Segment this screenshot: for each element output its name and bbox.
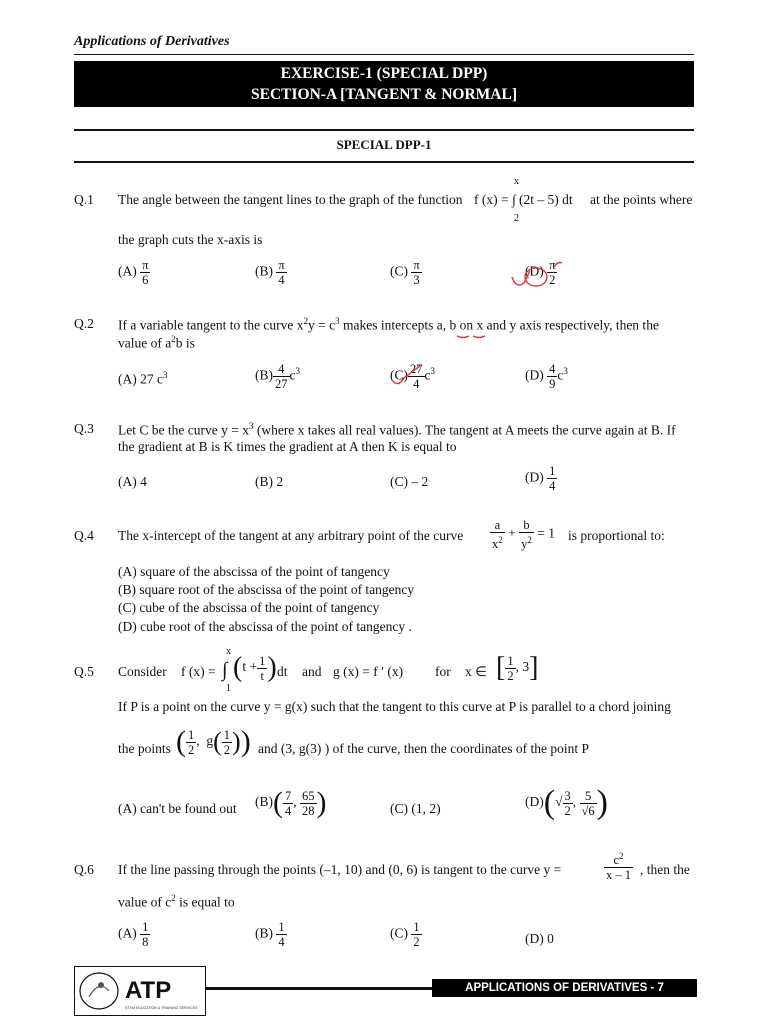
- option-c: (C) (1, 2): [390, 801, 441, 816]
- option-b: (B) $\frac{\pi}{4}$: [255, 258, 285, 287]
- option-d: (D) $\frac{\pi}{2}$: [525, 258, 556, 287]
- question-text: If a variable tangent to the curve $x^2y = c^3$ makes intercepts a, b on x and y axis respectively, then the: [118, 316, 659, 333]
- question-number: Q.1: [74, 192, 94, 207]
- dt-label: dt: [277, 664, 288, 679]
- option-a: (A) $\frac{\pi}{6}$: [118, 258, 149, 287]
- question-number: Q.3: [74, 421, 94, 436]
- option-b: (B) 2: [255, 474, 284, 489]
- consider-text: Consider: [118, 664, 167, 679]
- dpp-title: SPECIAL DPP-1: [336, 137, 432, 152]
- option-a: (A) 27 $c^3$: [118, 370, 168, 387]
- option-c: (C) $\frac{1}{2}$: [390, 920, 420, 949]
- option-d: (D) cube root of the abscissa of the point of tangency .: [118, 619, 412, 634]
- atp-logo: [74, 966, 206, 1016]
- question-number: Q.5: [74, 664, 94, 679]
- divider-top: [74, 129, 694, 131]
- question-text-line2: the gradient at B is K times the gradient at A then K is equal to: [118, 439, 457, 454]
- option-a: (A) square of the abscissa of the point of tangency: [118, 564, 390, 579]
- integral-sign: ∫: [222, 659, 228, 681]
- integral-upper: x: [226, 646, 231, 657]
- chapter-title: Applications of Derivatives: [74, 34, 230, 49]
- question-number: Q.4: [74, 528, 94, 543]
- exercise-banner: [74, 61, 694, 107]
- option-b: (B) $\frac{4}{27}$ $c^3$: [255, 362, 300, 391]
- question-text-line2: the graph cuts the x-axis is: [118, 232, 263, 247]
- and-text: and: [302, 664, 322, 679]
- option-c: (C) $\frac{27}{4}$ $c^3$: [390, 362, 435, 391]
- option-b: (B) $\frac{1}{4}$: [255, 920, 285, 949]
- header-rule: [74, 54, 694, 55]
- question-text: The angle between the tangent lines to the graph of the function: [118, 192, 463, 207]
- divider-bottom: [74, 161, 694, 163]
- point-expression: ( $\frac{1}{2}$ , g( $\frac{1}{2}$ )): [176, 725, 251, 758]
- option-c: (C) – 2: [390, 474, 429, 489]
- banner-line-1: EXERCISE-1 (SPECIAL DPP): [280, 65, 488, 82]
- gx-label: g (x) = f ′ (x): [333, 664, 404, 679]
- x-in: x ∈: [465, 664, 487, 679]
- option-d: (D) 0: [525, 931, 554, 946]
- interval: [ $\frac{1}{2}$ , 3]: [496, 652, 539, 683]
- banner-line-2: SECTION-A [TANGENT & NORMAL]: [251, 86, 517, 103]
- integral-upper: x: [514, 176, 519, 187]
- for-text: for: [435, 664, 451, 679]
- underline-mark: [455, 328, 495, 340]
- question-text: If the line passing through the points (–1, 10) and (0, 6) is tangent to the curve y =: [118, 862, 562, 877]
- question-text-line2: value of $a^2b$ is: [118, 334, 195, 351]
- question-text-cont: , then the: [640, 862, 690, 877]
- fx-label: f (x) =: [181, 664, 216, 679]
- option-a: (A) can't be found out: [118, 801, 237, 816]
- logo-tagline: STEM EDUCATION & TRAINING SERVICES: [125, 1006, 198, 1010]
- curve-fraction: $\frac{c^2}{x - 1}$: [606, 851, 631, 883]
- option-c: (C) cube of the abscissa of the point of tangency: [118, 600, 380, 615]
- integral-lower: 2: [514, 213, 519, 224]
- logo-text: ATP: [125, 977, 172, 1004]
- cross-mark: [388, 364, 428, 392]
- option-c: (C) $\frac{\pi}{3}$: [390, 258, 420, 287]
- option-a: (A) $\frac{1}{8}$: [118, 920, 149, 949]
- integral-formula: f (x) = ∫ (2t – 5) dt: [474, 192, 573, 207]
- answer-tick-mark: [500, 255, 570, 295]
- question-text-line2: value of $c^2$ is equal to: [118, 893, 235, 910]
- option-d: (D)(√ $\frac{3}{2}$ , $\frac{5}{√6}$ ): [525, 784, 608, 821]
- points-text: the points: [118, 741, 171, 756]
- integrand: (t + $\frac{1}{t}$ ): [233, 652, 277, 683]
- footer-bar: [206, 987, 434, 990]
- curve-equation: $\frac{a}{x^2}$ + $\frac{b}{y^2}$ = 1: [492, 518, 555, 552]
- option-a: (A) 4: [118, 474, 147, 489]
- points-text-cont: and (3, g(3) ) of the curve, then the coordinates of the point P: [258, 741, 590, 756]
- integral-lower: 1: [226, 683, 231, 694]
- question-text: Let C be the curve $y = x^3$ (where x takes all real values). The tangent at A meets the curve again at B. If: [118, 421, 676, 438]
- question-number: Q.6: [74, 862, 94, 877]
- option-d: (D) $\frac{4}{9}$ $c^3$: [525, 362, 568, 391]
- logo-graphic: [75, 967, 205, 1015]
- option-b: (B) square root of the abscissa of the point of tangency: [118, 582, 415, 597]
- question-number: Q.2: [74, 316, 94, 331]
- question-text-cont: at the points where: [590, 192, 693, 207]
- option-d: (D) $\frac{1}{4}$: [525, 464, 556, 493]
- option-b: (B)( $\frac{7}{4}$ , $\frac{65}{28}$ ): [255, 786, 327, 819]
- question-text: The x-intercept of the tangent at any arbitrary point of the curve: [118, 528, 464, 543]
- question-text-cont: is proportional to:: [568, 528, 665, 543]
- page-label: APPLICATIONS OF DERIVATIVES - 7: [432, 979, 697, 997]
- question-text-line2: If P is a point on the curve y = g(x) such that the tangent to this curve at P is parallel to a chord joining: [118, 699, 671, 714]
